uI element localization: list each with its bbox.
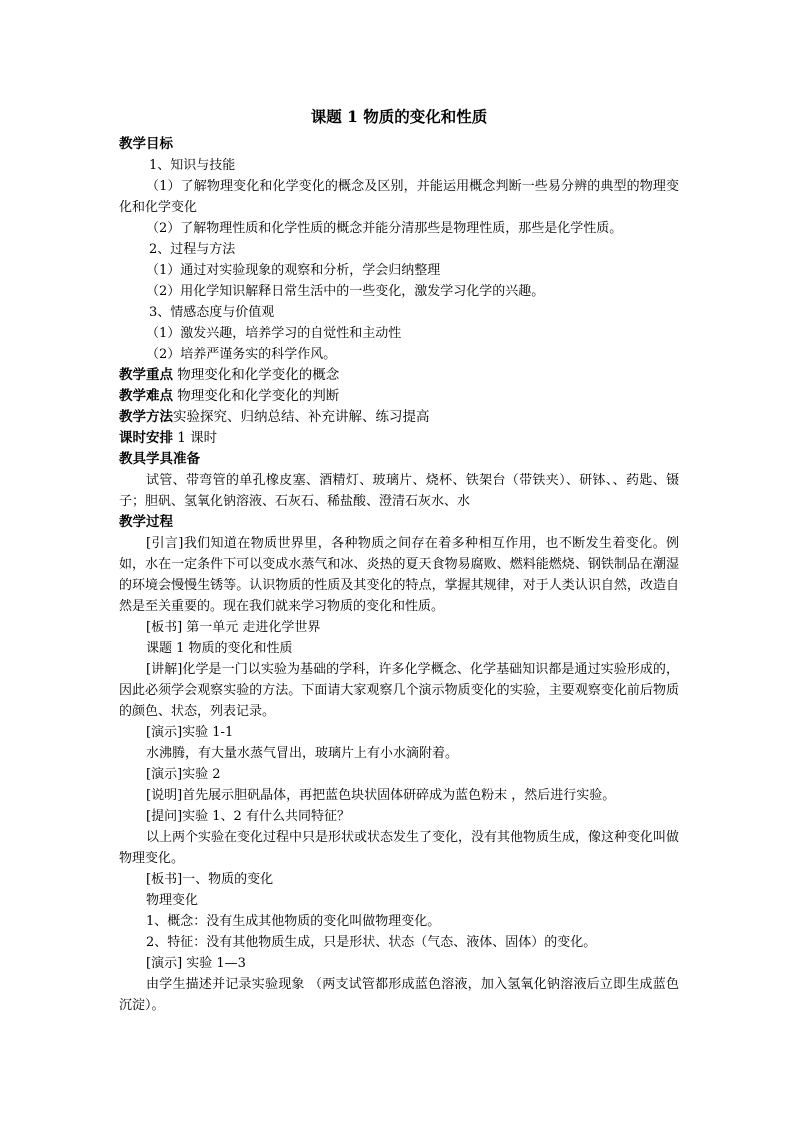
objective-line: （2）用化学知识解释日常生活中的一些变化，激发学习化学的兴趣。 [146,284,545,299]
objective-line: 1、知识与技能 [149,158,236,173]
key-points-label: 教学重点 [119,367,173,383]
method-value: 实验探究、归纳总结、补充讲解、练习提高 [173,409,430,425]
document-page [119,100,679,1016]
key-points-row [119,365,679,386]
process-heading: 教学过程 [119,514,173,530]
schedule-row [119,428,679,449]
method-row [119,407,679,428]
demo-description: 由学生描述并记录实验现象 （两支试管都形成蓝色溶液，加入氢氧化钠溶液后立即生成蓝色沉淀）。 [119,977,679,1013]
method-label: 教学方法 [119,409,173,425]
objective-line: （2）培养严谨务实的科学作风。 [146,347,337,362]
objective-line: 2、过程与方法 [149,242,236,257]
objective-line: （2）了解物理性质和化学性质的概念并能分清那些是物理性质，那些是化学性质。 [146,221,623,236]
board-note: [板书] 第一单元 走进化学世界 [146,620,321,635]
physical-change-label: 物理变化 [146,893,199,908]
explain-paragraph: [讲解]化学是一门以实验为基础的学科，许多化学概念、化学基础知识都是通过实验形成的，因此必须学会观察实验的方法。下面请大家观察几个演示物质变化的实验，主要观察变化前后物质的颜色、状态，列表记录。 [119,662,679,719]
materials-text: 试管、带弯管的单孔橡皮塞、酒精灯、玻璃片、烧杯、铁架台（带铁夹）、研钵、、药匙、镊子；胆矾、氢氧化钠溶液、石灰石、稀盐酸、澄清石灰水、水 [119,473,679,509]
note-line: [说明]首先展示胆矾晶体，再把蓝色块状固体研碎成为蓝色粉末 ，然后进行实验。 [146,788,616,803]
difficulty-label: 教学难点 [119,388,173,404]
objectives-heading: 教学目标 [119,136,173,152]
materials-heading: 教具学具准备 [119,451,200,467]
concept-line: 1、概念：没有生成其他物质的变化叫做物理变化。 [146,914,441,929]
question-line: [提问]实验 1、2 有什么共同特征？ [146,809,350,824]
objective-line: （1）激发兴趣，培养学习的自觉性和主动性 [146,326,402,341]
key-points-value: 物理变化和化学变化的概念 [173,367,340,383]
demo-result: 水沸腾，有大量水蒸气冒出，玻璃片上有小水滴附着。 [146,746,459,761]
board-note: 课题 1 物质的变化和性质 [146,641,293,656]
schedule-label: 课时安排 [119,430,173,446]
objective-line: 3、情感态度与价值观 [149,305,275,320]
answer-paragraph: 以上两个实验在变化过程中只是形状或状态发生了变化，没有其他物质生成，像这种变化叫做物理变化。 [119,830,680,866]
feature-line: 2、特征：没有其他物质生成，只是形状、状态（气态、液体、固体）的变化。 [146,935,597,950]
page-title: 课题 1 物质的变化和性质 [310,107,488,126]
objective-line: （1）了解物理变化和化学变化的概念及区别，并能运用概念判断一些易分辨的典型的物理变化和化学变化 [119,179,679,215]
demo-line: [演示]实验 2 [146,767,221,782]
difficulty-row [119,386,679,407]
difficulty-value: 物理变化和化学变化的判断 [173,388,340,404]
objective-line: （1）通过对实验现象的观察和分析，学会归纳整理 [146,263,441,278]
process-intro: [引言]我们知道在物质世界里，各种物质之间存在着多种相互作用，也不断发生着变化。例如，水在一定条件下可以变成水蒸气和冰、炎热的夏天食物易腐败、燃料能燃烧、钢铁制品在潮湿的环境会慢慢生锈等。认识物质的性质及其变化的特点，掌握其规律，对于人类认识自然，改造自然是至关重要的。现在我们就来学习物质的变化和性质。 [119,536,679,614]
board-note: [板书]一、物质的变化 [146,872,274,887]
demo-line: [演示]实验 1-1 [146,725,234,740]
schedule-value: 1 课时 [173,430,218,446]
demo-line: [演示] 实验 1—3 [146,956,246,971]
